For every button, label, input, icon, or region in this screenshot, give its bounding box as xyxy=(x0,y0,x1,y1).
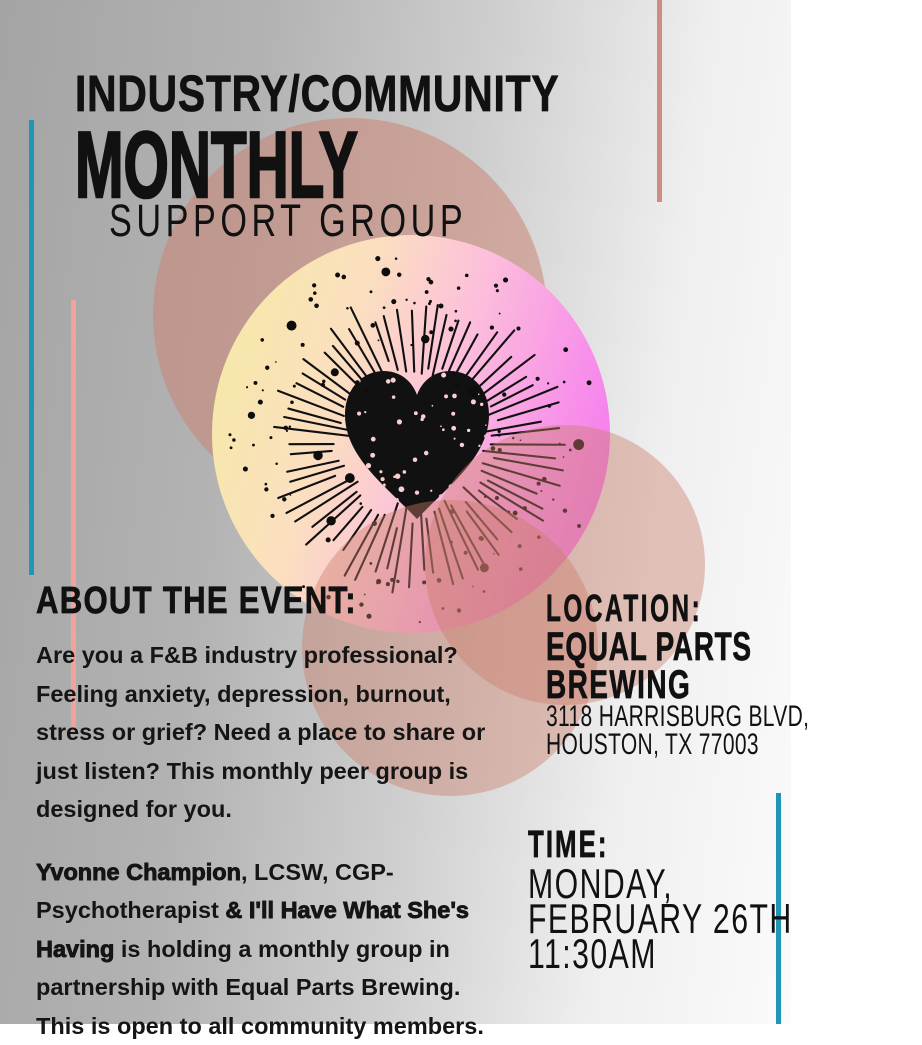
about-section xyxy=(36,582,506,1045)
text-line: just listen? This monthly peer group is xyxy=(36,752,506,791)
time-block xyxy=(528,826,896,968)
about-heading: ABOUT THE EVENT: xyxy=(36,582,357,620)
text-line: Are you a F&B industry professional? xyxy=(36,636,506,675)
text-line xyxy=(36,853,506,892)
bold-text-segment: Yvonne Champion xyxy=(36,859,241,885)
text-line: Feeling anxiety, depression, burnout, xyxy=(36,675,506,714)
location-heading: LOCATION: xyxy=(546,590,702,628)
text-segment: Psychotherapist xyxy=(36,897,225,923)
location-name-line-2: BREWING xyxy=(546,665,691,705)
text-segment: This is open to all community members. xyxy=(36,1013,484,1039)
location-block xyxy=(546,590,922,758)
bold-text-segment: & I'll Have What She's xyxy=(225,897,469,923)
text-segment: is holding a monthly group in xyxy=(114,936,450,962)
time-line-2: FEBRUARY 26TH xyxy=(528,898,793,940)
text-segment: partnership with Equal Parts Brewing. xyxy=(36,974,460,1000)
text-line: designed for you. xyxy=(36,790,506,829)
text-line xyxy=(36,891,506,930)
left-teal-line xyxy=(29,120,34,575)
text-line xyxy=(36,1007,506,1045)
text-line: stress or grief? Need a place to share or xyxy=(36,713,506,752)
title-line-1: INDUSTRY/COMMUNITY xyxy=(75,68,559,119)
title-line-3: SUPPORT GROUP xyxy=(109,198,467,243)
time-line-3: 11:30AM xyxy=(528,933,657,975)
about-paragraph-1 xyxy=(36,636,506,829)
location-address-line-1: 3118 HARRISBURG BLVD, xyxy=(546,702,809,732)
title-block xyxy=(75,68,680,243)
location-name-line-1: EQUAL PARTS xyxy=(546,627,752,667)
about-paragraph-2 xyxy=(36,853,506,1045)
text-line xyxy=(36,930,506,969)
location-address-line-2: HOUSTON, TX 77003 xyxy=(546,730,759,760)
title-line-2: MONTHLY xyxy=(75,118,358,212)
bold-text-segment: Having xyxy=(36,936,114,962)
text-line xyxy=(36,968,506,1007)
time-heading: TIME: xyxy=(528,826,609,864)
text-segment: , LCSW, CGP- xyxy=(241,859,394,885)
time-line-1: MONDAY, xyxy=(528,863,673,905)
